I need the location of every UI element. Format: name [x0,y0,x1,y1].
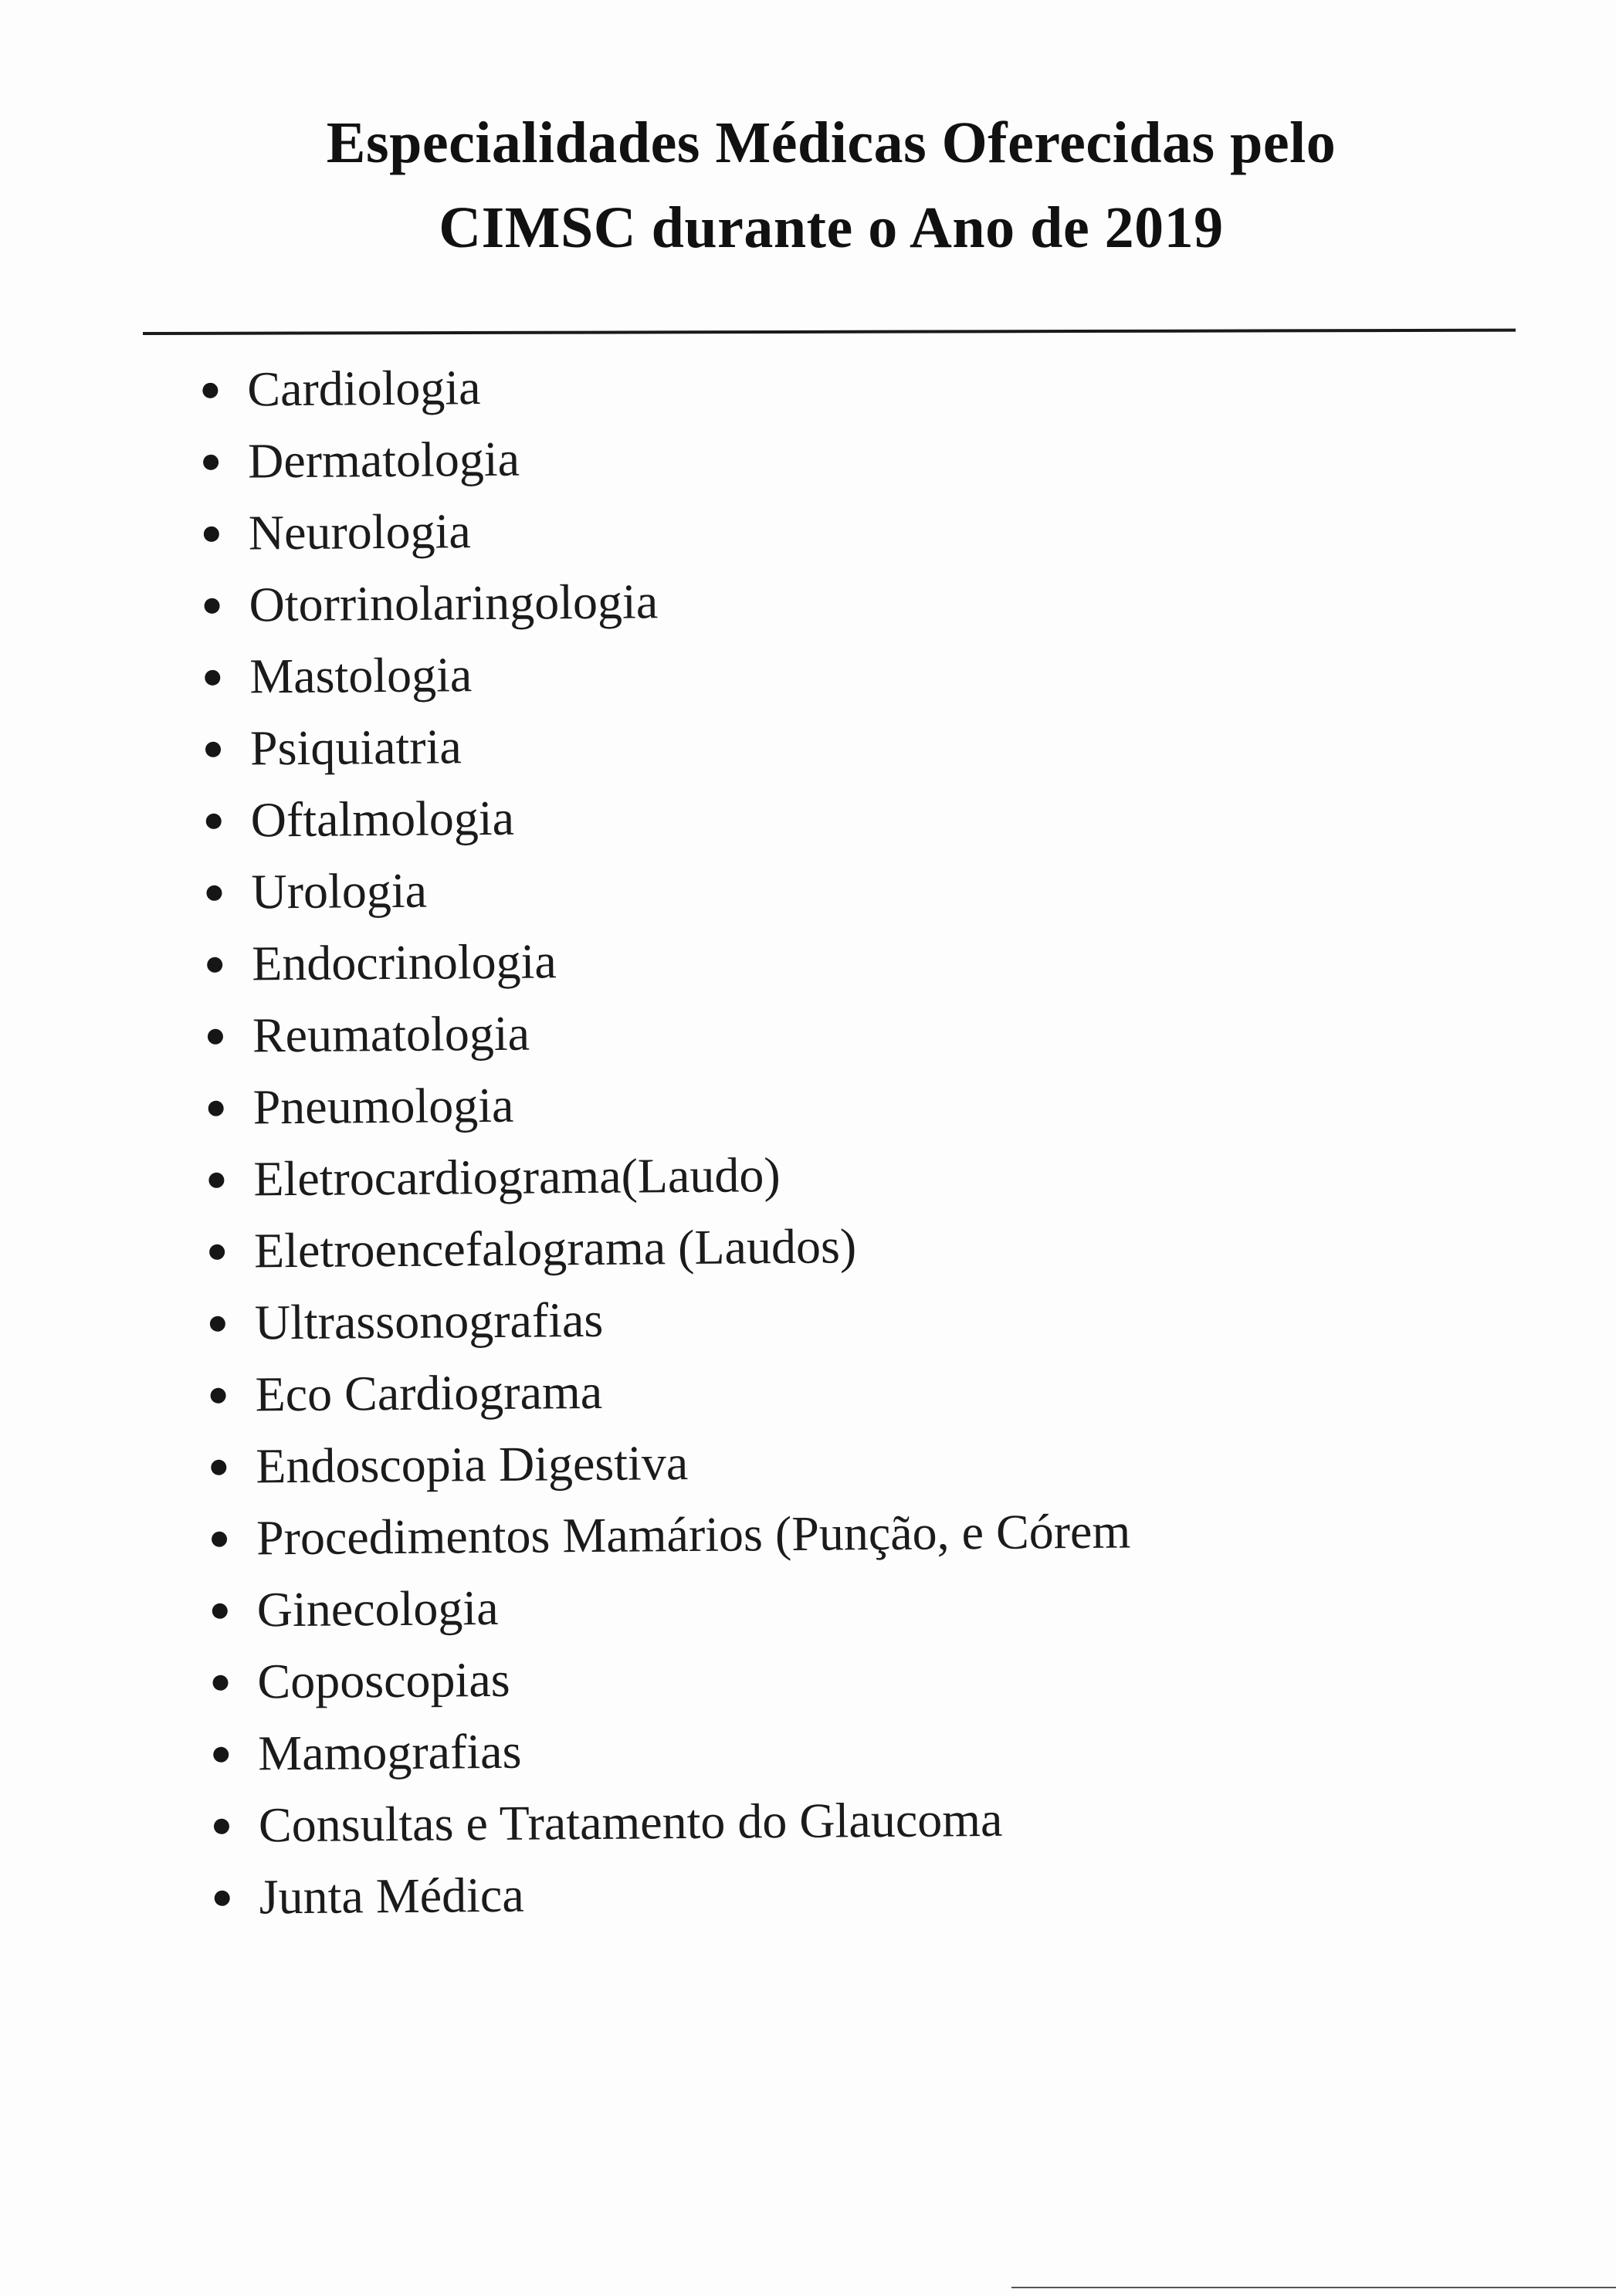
list-item [204,1711,1133,1790]
bullet-icon [204,598,219,614]
list-item-label: Mamografias [257,1723,522,1781]
list-item-label: Otorrinolaringologia [249,574,659,632]
bullet-icon [205,670,220,686]
bullet-icon [212,1532,227,1547]
bullet-icon [206,814,222,829]
bullet-icon [205,742,221,757]
list-item [200,1280,1129,1359]
bullet-icon [212,1603,228,1619]
list-item [195,634,1124,713]
list-item [193,347,1122,425]
bullet-icon [210,1316,225,1332]
bullet-icon [208,1173,224,1188]
list-item [205,1783,1133,1861]
bullet-icon [215,1891,230,1906]
list-item-label: Reumatologia [252,1005,530,1063]
bullet-icon [211,1460,226,1475]
bullet-icon [203,455,219,470]
list-item-label: Eletroencefalograma (Laudos) [253,1218,857,1278]
list-item-label: Oftalmologia [250,790,515,848]
page-title-line-2: CIMSC durante o Ano de 2019 [439,195,1224,260]
list-item [202,1424,1130,1502]
list-item [202,1495,1131,1574]
list-item-label: Endocrinologia [251,933,557,991]
list-item [194,418,1123,497]
bullet-icon [208,1029,223,1045]
list-item-label: Consultas e Tratamento do Glaucoma [258,1791,1003,1853]
footer-line [1011,2287,1616,2288]
list-item [205,1854,1133,1932]
list-item-label: Psiquiatria [249,719,462,776]
list-item-label: Mastologia [249,647,473,704]
bullet-icon [211,1388,226,1404]
list-item-label: Eletrocardiograma(Laudo) [253,1147,781,1207]
list-item-label: Cardiologia [247,360,481,417]
bullet-icon [206,886,222,901]
list-item-label: Urologia [251,862,428,919]
list-item [198,1065,1127,1143]
list-item [198,993,1127,1072]
list-item-label: Ginecologia [256,1580,499,1637]
list-item-label: Pneumologia [252,1077,514,1135]
list-item [203,1639,1132,1718]
list-item [199,1136,1128,1215]
title-divider [143,329,1516,335]
list-item-label: Eco Cardiograma [255,1363,603,1422]
list-item [200,1208,1129,1287]
list-item-label: Endoscopia Digestiva [256,1435,689,1494]
bullet-icon [204,527,219,542]
bullet-icon [213,1747,229,1763]
list-item [198,921,1126,1000]
bullet-icon [214,1819,229,1834]
list-item [201,1352,1130,1431]
list-item [202,1567,1131,1646]
bullet-icon [209,1245,225,1260]
list-item-label: Coposcopias [257,1651,510,1709]
list-item [196,706,1125,784]
list-item-label: Ultrassonografias [254,1292,604,1350]
list-item-label: Procedimentos Mamários (Punção, e Córem [256,1503,1131,1566]
page-title-line-1: Especialidades Médicas Oferecidas pelo [326,110,1337,175]
bullet-icon [208,1101,224,1116]
bullet-icon [207,957,222,973]
bullet-icon [212,1675,228,1691]
list-item-label: Dermatologia [247,431,520,489]
specialties-list [193,347,1133,1933]
list-item [196,777,1125,856]
list-item [194,490,1123,569]
list-item [195,562,1123,641]
bullet-icon [202,383,218,398]
list-item-label: Junta Médica [259,1867,524,1925]
list-item [197,849,1126,928]
list-item-label: Neurologia [248,503,472,560]
